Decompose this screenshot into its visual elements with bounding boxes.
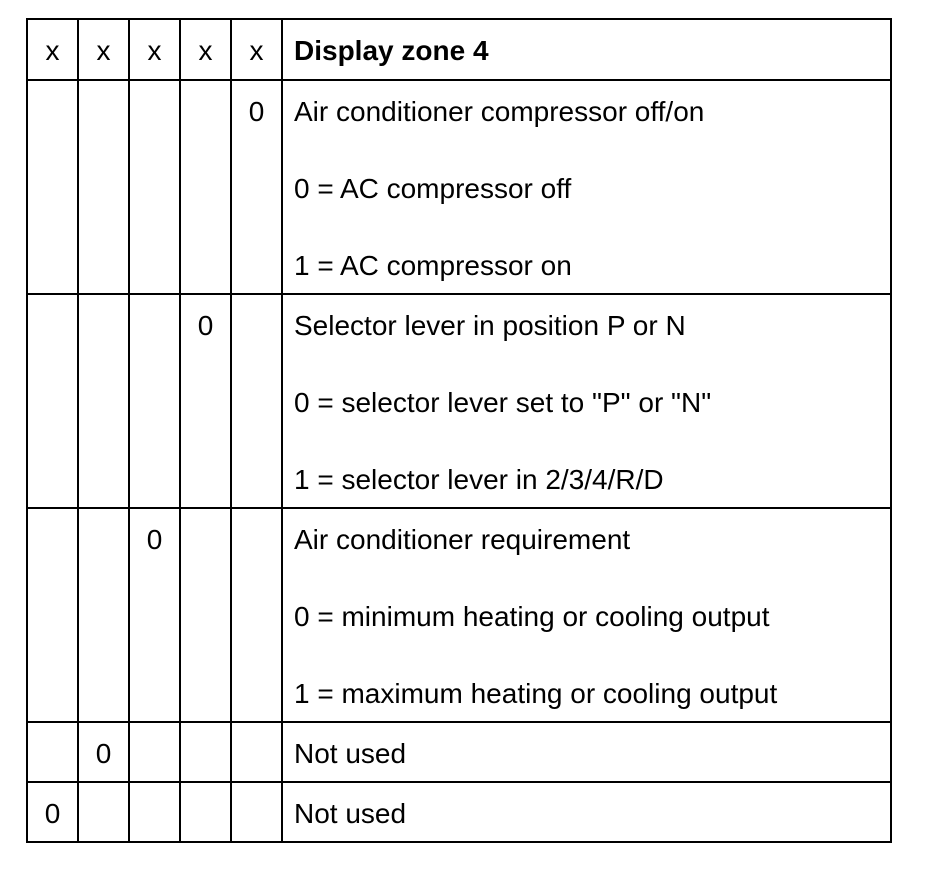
header-row bbox=[27, 19, 891, 80]
description-line: Not used bbox=[294, 738, 407, 769]
bit-value bbox=[232, 783, 281, 800]
display-zone-table bbox=[26, 18, 892, 843]
bit-cell bbox=[129, 294, 180, 508]
table-row bbox=[27, 80, 891, 294]
table-row bbox=[27, 722, 891, 782]
bit-cell bbox=[180, 80, 231, 294]
description-line: 0 = minimum heating or cooling output bbox=[294, 601, 770, 632]
bit-cell bbox=[78, 782, 129, 842]
table-title: Display zone 4 bbox=[294, 35, 489, 66]
bit-value bbox=[181, 509, 230, 526]
description-line: Air conditioner requirement bbox=[294, 524, 631, 555]
bit-value: 0 bbox=[44, 798, 61, 829]
description-cell bbox=[282, 80, 891, 294]
bit-cell bbox=[180, 294, 231, 508]
bit-cell bbox=[180, 722, 231, 782]
bit-value bbox=[28, 509, 77, 526]
description-line: 1 = AC compressor on bbox=[294, 250, 572, 281]
description-cell bbox=[282, 508, 891, 722]
description-cell bbox=[282, 782, 891, 842]
bit-cell bbox=[27, 294, 78, 508]
description-line: Selector lever in position P or N bbox=[294, 310, 686, 341]
bit-cell bbox=[78, 508, 129, 722]
bit-cell bbox=[231, 722, 282, 782]
description-line: Not used bbox=[294, 798, 407, 829]
bit-value bbox=[130, 783, 179, 800]
bit-header-value: x bbox=[198, 35, 213, 66]
bit-value bbox=[79, 783, 128, 800]
bit-cell bbox=[78, 294, 129, 508]
bit-value bbox=[130, 81, 179, 98]
bit-value: 0 bbox=[146, 524, 163, 555]
bit-cell bbox=[231, 294, 282, 508]
bit-header-cell bbox=[231, 19, 282, 80]
bit-cell bbox=[180, 508, 231, 722]
description-line: 1 = maximum heating or cooling output bbox=[294, 678, 778, 709]
bit-cell bbox=[27, 782, 78, 842]
table-row bbox=[27, 508, 891, 722]
table-title-cell bbox=[282, 19, 891, 80]
bit-value bbox=[232, 295, 281, 312]
bit-cell bbox=[231, 782, 282, 842]
bit-value: 0 bbox=[95, 738, 112, 769]
bit-value bbox=[130, 723, 179, 740]
description-line: 0 = selector lever set to "P" or "N" bbox=[294, 387, 712, 418]
bit-cell bbox=[27, 80, 78, 294]
bit-value bbox=[28, 81, 77, 98]
bit-value bbox=[79, 509, 128, 526]
bit-value bbox=[28, 295, 77, 312]
bit-value bbox=[232, 723, 281, 740]
bit-header-value: x bbox=[249, 35, 264, 66]
bit-header-cell bbox=[27, 19, 78, 80]
bit-header-cell bbox=[129, 19, 180, 80]
bit-cell bbox=[129, 80, 180, 294]
description-cell bbox=[282, 294, 891, 508]
description-line: 1 = selector lever in 2/3/4/R/D bbox=[294, 464, 664, 495]
bit-value bbox=[79, 81, 128, 98]
bit-value bbox=[130, 295, 179, 312]
bit-value: 0 bbox=[248, 96, 265, 127]
bit-header-value: x bbox=[96, 35, 111, 66]
bit-header-cell bbox=[78, 19, 129, 80]
bit-cell bbox=[231, 80, 282, 294]
bit-value: 0 bbox=[197, 310, 214, 341]
bit-value bbox=[79, 295, 128, 312]
description-line: 0 = AC compressor off bbox=[294, 173, 572, 204]
table-row bbox=[27, 782, 891, 842]
bit-cell bbox=[27, 508, 78, 722]
description-line: Air conditioner compressor off/on bbox=[294, 96, 705, 127]
bit-cell bbox=[78, 722, 129, 782]
bit-cell bbox=[231, 508, 282, 722]
bit-value bbox=[232, 509, 281, 526]
bit-value bbox=[181, 783, 230, 800]
table-row bbox=[27, 294, 891, 508]
bit-cell bbox=[78, 80, 129, 294]
bit-value bbox=[28, 723, 77, 740]
bit-cell bbox=[129, 782, 180, 842]
bit-cell bbox=[27, 722, 78, 782]
description-cell bbox=[282, 722, 891, 782]
bit-cell bbox=[129, 508, 180, 722]
bit-value bbox=[181, 81, 230, 98]
bit-header-cell bbox=[180, 19, 231, 80]
bit-header-value: x bbox=[45, 35, 60, 66]
bit-header-value: x bbox=[147, 35, 162, 66]
bit-cell bbox=[129, 722, 180, 782]
bit-cell bbox=[180, 782, 231, 842]
bit-value bbox=[181, 723, 230, 740]
